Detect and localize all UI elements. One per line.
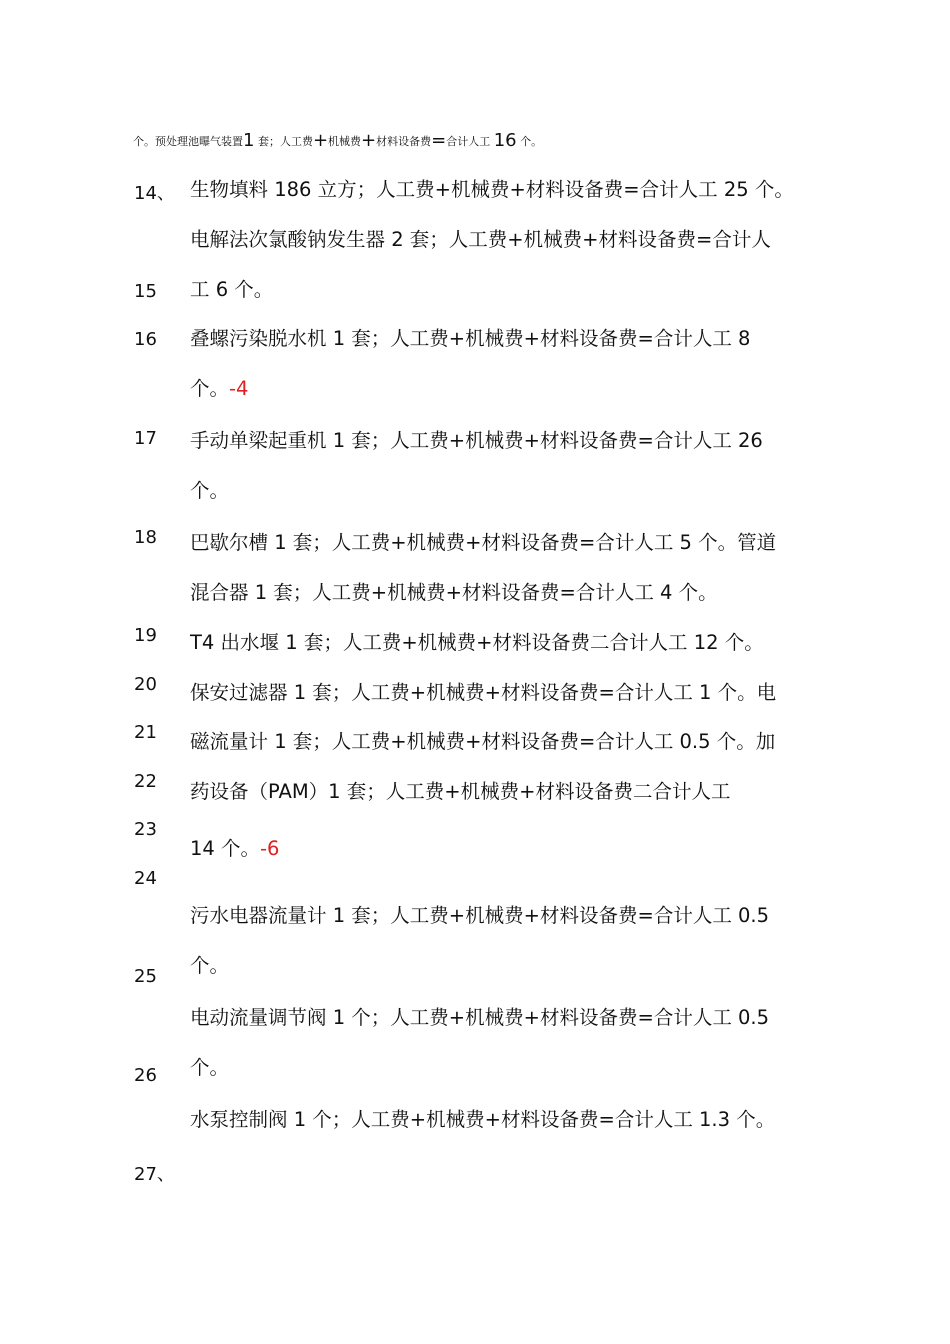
item-number-21: 21 [134,722,157,743]
text-line-content: 14 个。 [190,837,261,860]
item-number-23: 23 [134,819,157,840]
item-number-19: 19 [134,625,157,646]
top-plus-2: + [361,130,377,151]
item-number-24: 24 [134,868,157,889]
text-line-with-note [190,375,248,403]
text-line: 保安过滤器 1 套；人工费+机械费+材料设备费=合计人工 1 个。电 [190,681,777,704]
text-line: 磁流量计 1 套；人工费+机械费+材料设备费=合计人工 0.5 个。加 [190,730,776,753]
text-line: 污水电器流量计 1 套；人工费+机械费+材料设备费=合计人工 0.5 [190,904,770,927]
text-line: T4 出水堰 1 套；人工费+机械费+材料设备费二合计人工 12 个。 [190,631,764,654]
text-line: 药设备（PAM）1 套；人工费+机械费+材料设备费二合计人工 [190,780,731,803]
text-line: 叠螺污染脱水机 1 套；人工费+机械费+材料设备费=合计人工 8 [190,327,751,350]
text-line: 电解法次氯酸钠发生器 2 套；人工费+机械费+材料设备费=合计人 [190,228,771,251]
top-text-1: 个。预处理池曝气装置 [133,135,243,148]
item-number-26: 26 [134,1065,157,1086]
top-text-3: 机械费 [328,135,362,148]
text-line: 巴歇尔槽 1 套；人工费+机械费+材料设备费=合计人工 5 个。管道 [190,531,777,554]
text-line: 个。 [190,954,230,977]
item-number-22: 22 [134,771,157,792]
item-number-14: 14、 [134,183,175,204]
top-plus-1: + [312,130,329,151]
item-number-25: 25 [134,966,157,987]
text-line: 水泵控制阀 1 个；人工费+机械费+材料设备费=合计人工 1.3 个。 [190,1108,776,1131]
text-line: 手动单梁起重机 1 套；人工费+机械费+材料设备费=合计人工 26 [190,429,763,452]
text-line: 生物填料 186 立方；人工费+机械费+材料设备费=合计人工 25 个。 [190,178,794,201]
item-number-27: 27、 [134,1164,175,1185]
top-text-4: 材料设备费 [376,135,432,148]
text-line: 个。 [190,1056,230,1079]
text-line: 混合器 1 套；人工费+机械费+材料设备费=合计人工 4 个。 [190,581,718,604]
top-text-5: 合计人工 [446,135,491,148]
item-number-20: 20 [134,674,157,695]
top-number-1: 1 [243,130,255,151]
text-line: 个。 [190,479,230,502]
red-annotation: -6 [260,837,280,860]
top-equals: = [431,130,447,151]
item-number-15: 15 [134,281,157,302]
top-number-2: 16 [493,130,517,151]
top-text-2: 套；人工费 [257,135,313,148]
text-line: 电动流量调节阀 1 个；人工费+机械费+材料设备费=合计人工 0.5 [190,1006,770,1029]
text-line-content: 个。 [190,377,230,400]
text-line: 工 6 个。 [190,278,274,301]
top-text-6: 个。 [520,135,543,148]
item-number-17: 17 [134,428,157,449]
top-continuation-line [133,130,542,153]
item-number-16: 16 [134,329,157,350]
text-line-with-note [190,835,279,863]
red-annotation: -4 [229,377,249,400]
item-number-18: 18 [134,527,157,548]
